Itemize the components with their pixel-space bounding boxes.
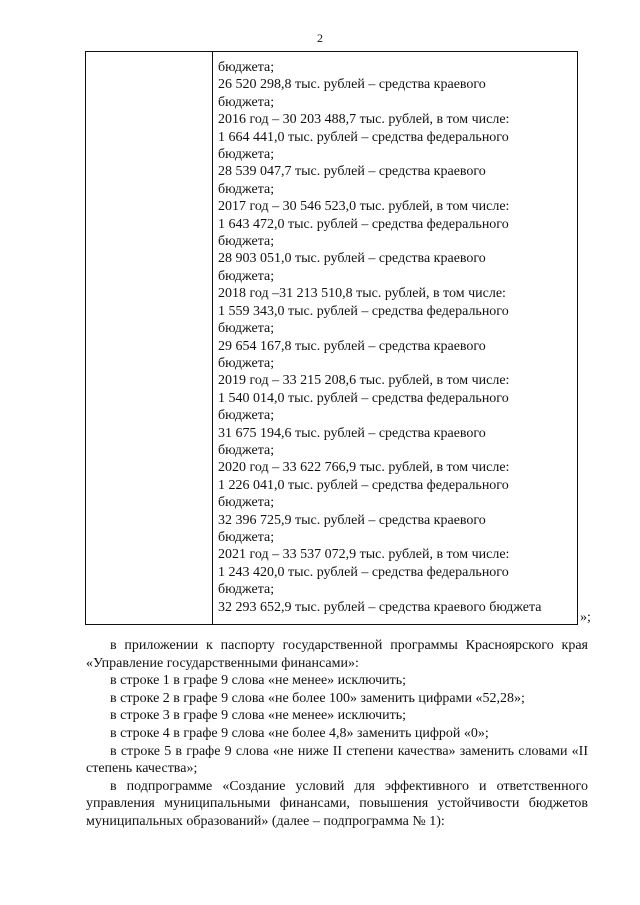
cell-line: бюджета; xyxy=(218,268,275,284)
cell-line: бюджета; xyxy=(218,181,275,197)
cell-line: 2016 год – 30 203 488,7 тыс. рублей, в том числе: xyxy=(218,112,510,128)
cell-line: бюджета; xyxy=(218,582,275,598)
paragraph: в строке 3 в графе 9 слова «не менее» исключить; xyxy=(110,708,407,724)
cell-line: бюджета; xyxy=(218,529,275,545)
paragraph: в строке 2 в графе 9 слова «не более 100» заменить цифрами «52,28»; xyxy=(110,690,525,706)
cell-line: 1 559 343,0 тыс. рублей – средства федерального xyxy=(218,303,509,319)
budget-table xyxy=(85,51,578,625)
paragraph: в строке 4 в графе 9 слова «не более 4,8» заменить цифрой «0»; xyxy=(110,725,489,741)
cell-line: 1 243 420,0 тыс. рублей – средства федерального xyxy=(218,564,509,580)
cell-line: бюджета; xyxy=(218,355,275,371)
cell-line: бюджета; xyxy=(218,321,275,337)
amendment-text xyxy=(86,637,588,831)
cell-line: 2019 год – 33 215 208,6 тыс. рублей, в том числе: xyxy=(218,373,510,389)
cell-line: бюджета; xyxy=(218,147,275,163)
cell-line: 32 293 652,9 тыс. рублей – средства краевого бюджета xyxy=(218,599,542,615)
cell-line: 1 643 472,0 тыс. рублей – средства федерального xyxy=(218,216,509,232)
column-divider xyxy=(212,52,213,624)
paragraph: в строке 1 в графе 9 слова «не менее» исключить; xyxy=(110,673,407,689)
funding-cell xyxy=(218,59,573,616)
closing-quote: »; xyxy=(580,610,591,625)
paragraph: в строке 5 в графе 9 слова «не ниже II степени качества» заменить словами «II степень качества»; xyxy=(86,743,588,777)
cell-line: бюджета; xyxy=(218,60,275,75)
cell-line: 1 664 441,0 тыс. рублей – средства федерального xyxy=(218,129,509,145)
cell-line: 1 540 014,0 тыс. рублей – средства федерального xyxy=(218,390,509,406)
paragraph: в приложении к паспорту государственной программы Красноярского края «Управление государственными финансами»: xyxy=(86,638,588,671)
cell-line: бюджета; xyxy=(218,234,275,250)
cell-line: 2018 год –31 213 510,8 тыс. рублей, в том числе: xyxy=(218,286,506,302)
cell-line: 2021 год – 33 537 072,9 тыс. рублей, в том числе: xyxy=(218,547,510,563)
cell-line: бюджета; xyxy=(218,94,275,110)
cell-line: 28 539 047,7 тыс. рублей – средства краевого xyxy=(218,164,486,180)
cell-line: 2017 год – 30 546 523,0 тыс. рублей, в том числе: xyxy=(218,199,510,215)
cell-line: бюджета; xyxy=(218,408,275,424)
cell-line: 32 396 725,9 тыс. рублей – средства краевого xyxy=(218,512,486,528)
cell-line: 31 675 194,6 тыс. рублей – средства краевого xyxy=(218,425,486,441)
paragraph: в подпрограмме «Создание условий для эффективного и ответственного управления муниципальными финансами, повышения устойчивости бюджетов муниципальных образований» (далее – подпрограмма № 1): xyxy=(86,778,588,829)
cell-line: бюджета; xyxy=(218,495,275,511)
cell-line: бюджета; xyxy=(218,442,275,458)
page-number: 2 xyxy=(317,31,323,45)
cell-line: 28 903 051,0 тыс. рублей – средства краевого xyxy=(218,251,486,267)
cell-line: 26 520 298,8 тыс. рублей – средства краевого xyxy=(218,77,486,93)
cell-line: 29 654 167,8 тыс. рублей – средства краевого xyxy=(218,338,486,354)
cell-line: 2020 год – 33 622 766,9 тыс. рублей, в том числе: xyxy=(218,460,510,476)
cell-line: 1 226 041,0 тыс. рублей – средства федерального xyxy=(218,477,509,493)
